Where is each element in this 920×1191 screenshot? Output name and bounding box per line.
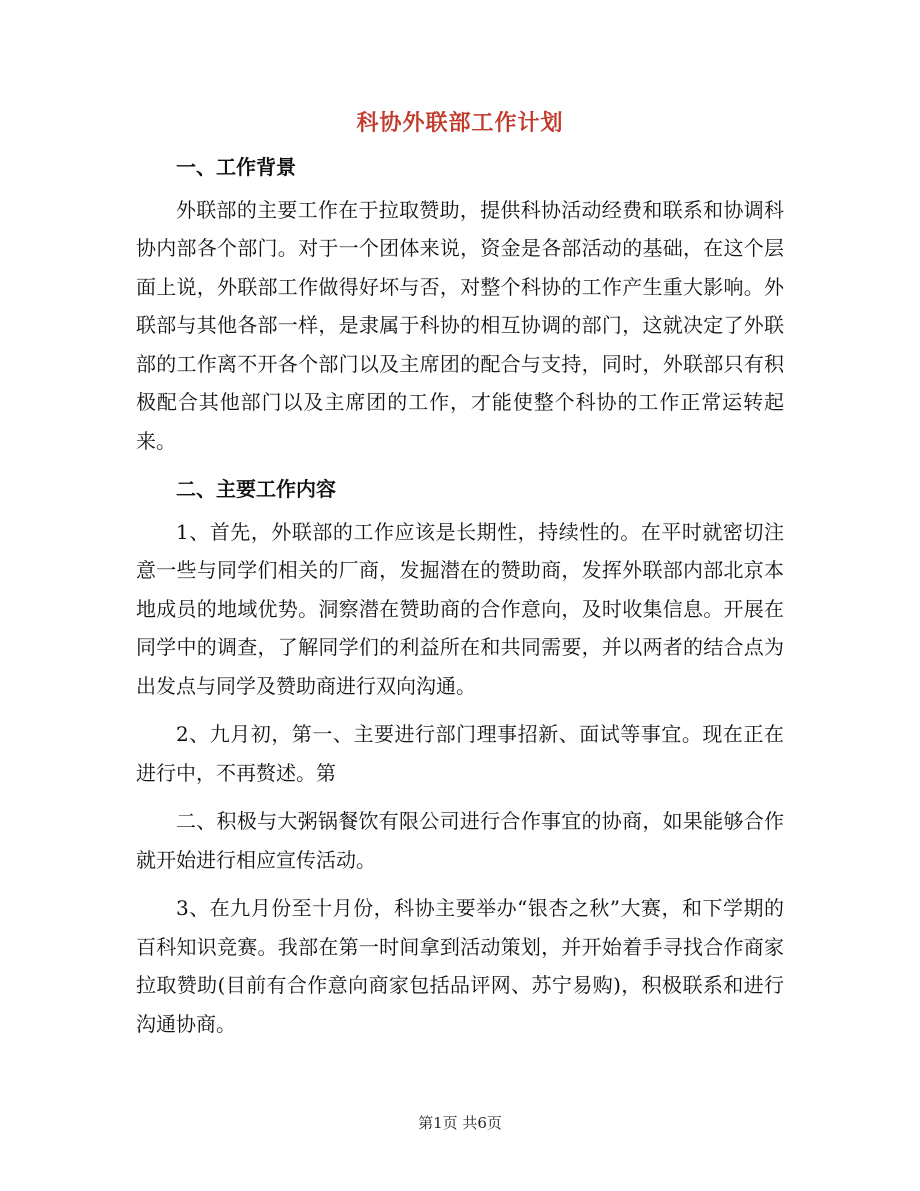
paragraph-item-2: 2、九月初，第一、主要进行部门理事招新、面试等事宜。现在正在进行中，不再赘述。第: [136, 722, 784, 785]
paragraph-item-3: 3、在九月份至十月份，科协主要举办“银杏之秋”大赛，和下学期的百科知识竞赛。我部在第一时间拿到活动策划，并开始着手寻找合作商家拉取赞助(目前有合作意向商家包括品评网、苏宁易购)，积极联系和进行沟通协商。: [136, 896, 784, 1036]
section-heading-background: 一、工作背景: [176, 155, 296, 179]
document-body: [136, 148, 784, 1053]
paragraph-item-1: 1、首先，外联部的工作应该是长期性，持续性的。在平时就密切注意一些与同学们相关的厂商，发掘潜在的赞助商，发挥外联部内部北京本地成员的地域优势。洞察潜在赞助商的合作意向，及时收集信息。开展在同学中的调查，了解同学们的利益所在和共同需要，并以两者的结合点为出发点与同学及赞助商进行双向沟通。: [136, 519, 784, 698]
page-number-footer: 第1页 共6页: [418, 1114, 502, 1132]
paragraph-background: 外联部的主要工作在于拉取赞助，提供科协活动经费和联系和协调科协内部各个部门。对于一个团体来说，资金是各部活动的基础，在这个层面上说，外联部工作做得好坏与否，对整个科协的工作产生重大影响。外联部与其他各部一样，是隶属于科协的相互协调的部门，这就决定了外联部的工作离不开各个部门以及主席团的配合与支持，同时，外联部只有积极配合其他部门以及主席团的工作，才能使整个科协的工作正常运转起来。: [136, 197, 784, 453]
paragraph-item-2-continued: 二、积极与大粥锅餐饮有限公司进行合作事宜的协商，如果能够合作就开始进行相应宣传活动。: [136, 809, 784, 872]
section-heading-main-content: 二、主要工作内容: [176, 477, 336, 501]
document-title: 科协外联部工作计划: [356, 110, 564, 136]
